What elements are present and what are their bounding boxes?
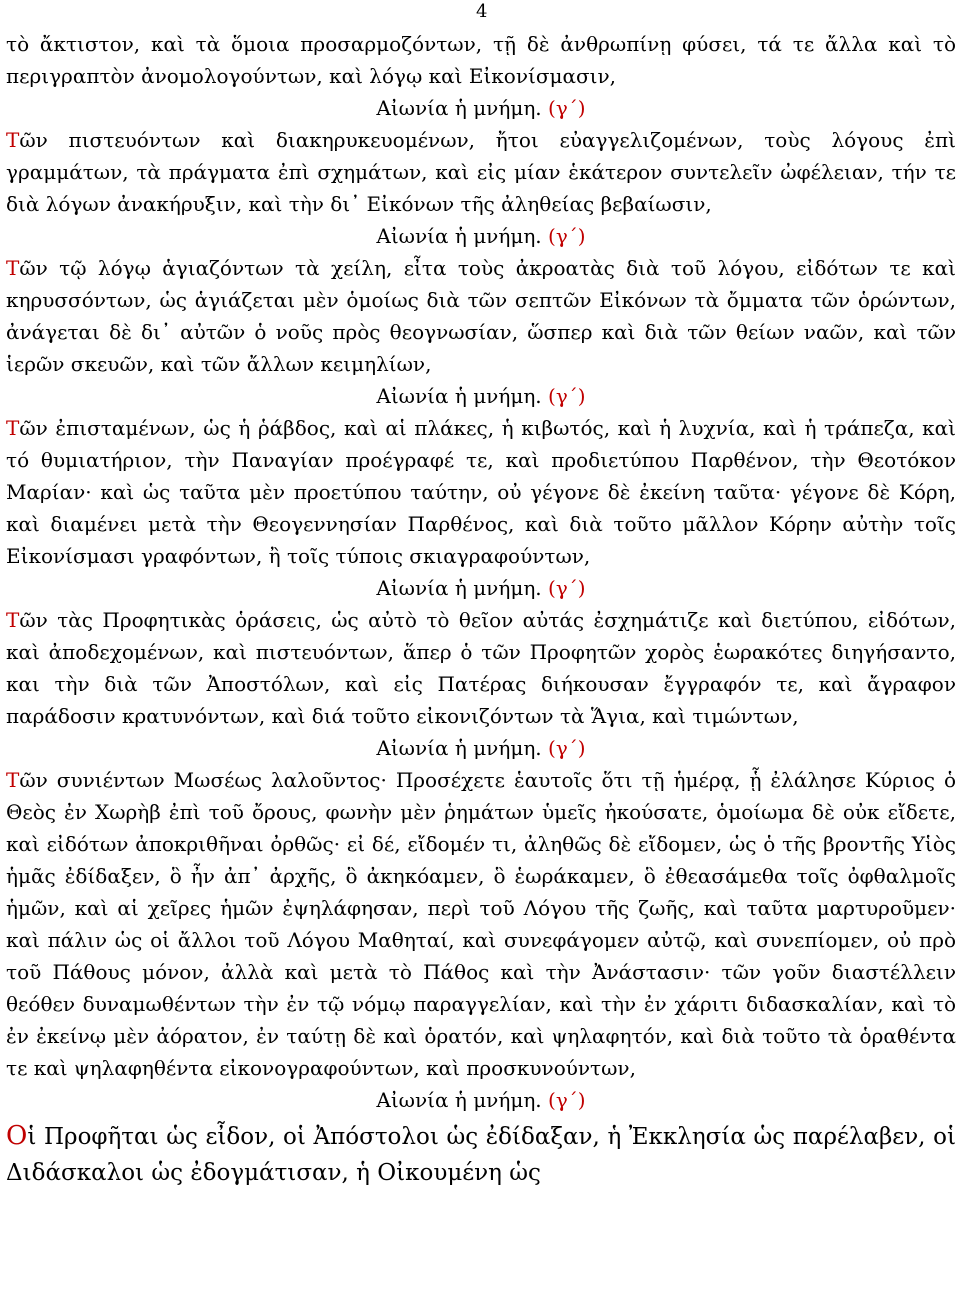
rubric-initial: Τ xyxy=(6,608,20,632)
rubric-initial: Τ xyxy=(6,128,20,152)
page-number: 4 xyxy=(476,1,488,22)
refrain-text: Αἰωνία ἡ μνήμη. xyxy=(376,224,542,248)
refrain-mark: (γ´) xyxy=(548,736,586,760)
stanza-text: ῶν τῷ λόγῳ ἁγιαζόντων τὰ χείλη, εἶτα τοὺς ἀκροατὰς διὰ τοῦ λόγου, εἰδότων τε καὶ κηρυσσόντων, ὡς ἁγιάζεται μὲν ὁμοίως διὰ τῶν σεπτῶν Εἰκόνων τὰ ὄμματα τῶν ὁρώντων, ἀνάγεται δὲ δι᾿ αὐτῶν ὁ νοῦς πρὸς θεογνωσίαν, ὥσπερ καὶ διὰ τῶν θείων ναῶν, καὶ τῶν ἱερῶν σκευῶν, καὶ τῶν ἄλλων κειμηλίων, xyxy=(6,256,956,376)
stanza-4 xyxy=(6,604,956,732)
rubric-initial: Τ xyxy=(6,256,20,280)
refrain-text: Αἰωνία ἡ μνήμη. xyxy=(376,384,542,408)
refrain-mark: (γ´) xyxy=(548,576,586,600)
closing-text: ἱ Προφῆται ὡς εἶδον, οἱ Ἀπόστολοι ὡς ἐδίδαξαν, ἡ Ἐκκλησία ὡς παρέλαβεν, οἱ Διδάσκαλοι ὡς ἐδογμάτισαν, ἡ Οἰκουμένη ὡς xyxy=(6,1124,956,1186)
refrain-line xyxy=(6,220,956,252)
rubric-initial: Ο xyxy=(6,1121,28,1151)
document-body xyxy=(6,28,956,1191)
stanza-text: ῶν ἐπισταμένων, ὡς ἡ ῥάβδος, καὶ αἱ πλάκες, ἡ κιβωτός, καὶ ἡ λυχνία, καὶ ἡ τράπεζα, καὶ τό θυμιατήριον, τὴν Παναγίαν προέγραφέ τε, καὶ προδιετύπου Παρθένον, τὴν Θεοτόκον Μαρίαν· καὶ ὡς ταῦτα μὲν προετύπου ταύτην, οὐ γέγονε δὲ ἐκείνη ταῦτα· γέγονε δὲ Κόρη, καὶ διαμένει μετὰ τὴν Θεογεννησίαν Παρθένος, καὶ διὰ τοῦτο μᾶλλον Κόρην αὐτὴν τοῖς Εἰκονίσμασι γραφόντων, ἢ τοῖς τύποις σκιαγραφούντων, xyxy=(6,416,956,568)
refrain-text: Αἰωνία ἡ μνήμη. xyxy=(376,736,542,760)
stanza-3 xyxy=(6,412,956,572)
refrain-line xyxy=(6,92,956,124)
refrain-text: Αἰωνία ἡ μνήμη. xyxy=(376,96,542,120)
refrain-line xyxy=(6,732,956,764)
paragraph-text: τὸ ἄκτιστον, καὶ τὰ ὅμοια προσαρμοζόντων, τῇ δὲ ἀνθρωπίνῃ φύσει, τά τε ἄλλα καὶ τὸ περιγραπτὸν ἀνομολογούντων, καὶ λόγῳ καὶ Εἰκονίσμασιν, xyxy=(6,32,956,88)
rubric-initial: Τ xyxy=(6,416,20,440)
refrain-mark: (γ´) xyxy=(548,224,586,248)
stanza-text: ῶν τὰς Προφητικὰς ὁράσεις, ὡς αὐτὸ τὸ θεῖον αὐτάς ἐσχημάτιζε καὶ διετύπου, εἰδότων, καὶ ἀποδεχομένων, καὶ πιστευόντων, ἅπερ ὁ τῶν Προφητῶν χορὸς ἑωρακότες διηγήσαντο, και τὴν διὰ τῶν Ἀποστόλων, καὶ εἰς Πατέρας διήκουσαν ἔγγραφόν τε, καὶ ἄγραφον παράδοσιν κρατυνόντων, καὶ διά τοῦτο εἰκονιζόντων τὰ Ἅγια, καὶ τιμώντων, xyxy=(6,608,956,728)
refrain-line xyxy=(6,572,956,604)
stanza-1 xyxy=(6,124,956,220)
refrain-mark: (γ´) xyxy=(548,1088,586,1112)
refrain-mark: (γ´) xyxy=(548,384,586,408)
refrain-mark: (γ´) xyxy=(548,96,586,120)
stanza-2 xyxy=(6,252,956,380)
stanza-text: ῶν συνιέντων Μωσέως λαλοῦντος· Προσέχετε ἑαυτοῖς ὅτι τῇ ἡμέρᾳ, ᾗ ἐλάλησε Κύριος ὁ Θεὸς ἐν Χωρὴβ ἐπὶ τοῦ ὄρους, φωνὴν μὲν ῥημάτων ὑμεῖς ἠκούσατε, ὁμοίωμα δὲ οὐκ εἴδετε, καὶ εἰδότων ἀποκριθῆναι ὀρθῶς· εἰ δέ, εἴδομέν τι, ἀληθῶς δὲ εἴδομεν, ὡς ὁ τῆς βροντῆς Υἱὸς ἡμᾶς ἐδίδαξεν, ὃ ἦν ἀπ᾿ ἀρχῆς, ὃ ἀκηκόαμεν, ὃ ἑωράκαμεν, ὃ ἐθεασάμεθα τοῖς ὀφθαλμοῖς ἡμῶν, καὶ αἱ χεῖρες ἡμῶν ἐψηλάφησαν, περὶ τοῦ Λόγου τῆς ζωῆς, καὶ ταῦτα μαρτυροῦμεν· καὶ πάλιν ὡς οἱ ἄλλοι τοῦ Λόγου Μαθηταί, καὶ συνεφάγομεν αὐτῷ, καὶ συνεπίομεν, οὐ πρὸ τοῦ Πάθους μόνον, ἀλλὰ καὶ μετὰ τὸ Πάθος καὶ τὴν Ἀνάστασιν· τῶν γοῦν διαστέλλειν θεόθεν δυναμωθέντων τὴν ἐν τῷ νόμῳ παραγγελίαν, καὶ τὴν ἐν χάριτι διδασκαλίαν, καὶ τὸ ἐν ἐκείνῳ μὲν ἀόρατον, ἐν ταύτῃ δὲ καὶ ὁρατόν, καὶ ψηλαφητόν, καὶ διὰ τοῦτο τὰ ὁραθέντα τε καὶ ψηλαφηθέντα εἰκονογραφούντων, καὶ προσκυνούντων, xyxy=(6,768,956,1080)
refrain-text: Αἰωνία ἡ μνήμη. xyxy=(376,576,542,600)
stanza-text: ῶν πιστευόντων καὶ διακηρυκευομένων, ἤτοι εὐαγγελιζομένων, τοὺς λόγους ἐπὶ γραμμάτων, τὰ πράγματα ἐπὶ σχημάτων, καὶ εἰς μίαν ἑκάτερον συντελεῖν ὠφέλειαν, τήν τε διὰ λόγων ἀνακήρυξιν, καὶ τὴν δι᾿ Εἰκόνων τῆς ἀληθείας βεβαίωσιν, xyxy=(6,128,956,216)
stanza-5 xyxy=(6,764,956,1084)
opening-paragraph xyxy=(6,28,956,92)
rubric-initial: Τ xyxy=(6,768,20,792)
refrain-line xyxy=(6,1084,956,1116)
refrain-text: Αἰωνία ἡ μνήμη. xyxy=(376,1088,542,1112)
refrain-line xyxy=(6,380,956,412)
closing-paragraph xyxy=(6,1118,956,1191)
